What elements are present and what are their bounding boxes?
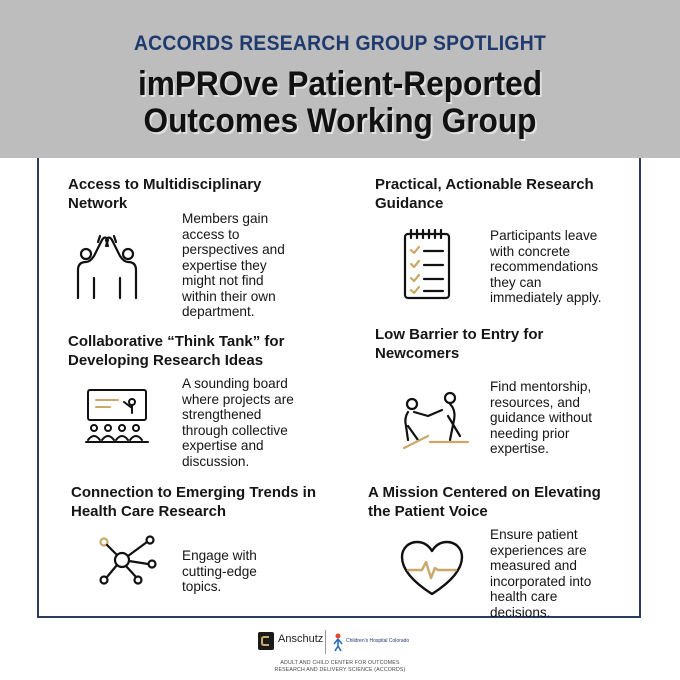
desc-line: strengthened xyxy=(182,407,262,422)
desc-line: measured and xyxy=(490,558,577,573)
desc-line: within their own xyxy=(182,288,276,304)
desc-line: guidance without xyxy=(490,410,593,425)
title-line-1: imPROve Patient-Reported xyxy=(137,65,543,103)
org-line: ADULT AND CHILD CENTER FOR OUTCOMES xyxy=(280,660,400,666)
card-title-line: Newcomers xyxy=(375,345,460,362)
desc-line: where projects are xyxy=(182,391,294,407)
accords-org-name xyxy=(0,660,680,674)
desc-line: access to xyxy=(182,226,240,242)
desc-line: Ensure patient xyxy=(490,527,578,542)
anschutz-logo-text: Anschutz xyxy=(278,633,324,645)
desc-line: experiences are xyxy=(490,542,587,558)
card-desc-low-barrier xyxy=(490,379,592,457)
desc-line: with concrete xyxy=(490,243,571,259)
card-title-line: Health Care Research xyxy=(71,503,227,520)
desc-line: department. xyxy=(182,304,255,319)
card-title-line: A Mission Centered on Elevating xyxy=(368,484,601,501)
desc-line: they can xyxy=(490,274,542,290)
card-desc-multidisciplinary xyxy=(182,211,285,320)
desc-line: perspectives and xyxy=(182,242,285,257)
card-desc-patient-voice xyxy=(490,527,591,620)
card-title-line: Guidance xyxy=(375,195,444,212)
desc-line: needing prior xyxy=(490,425,570,441)
presentation-audience-icon xyxy=(84,388,150,444)
card-desc-practical-guidance xyxy=(490,228,602,306)
card-title-line: Low Barrier to Entry for xyxy=(375,326,544,343)
desc-line: through collective xyxy=(182,422,288,438)
desc-line: expertise. xyxy=(490,441,549,456)
childrens-hospital-logo-icon xyxy=(332,632,344,652)
high-five-icon xyxy=(74,232,140,300)
card-title-patient-voice xyxy=(368,483,638,521)
footer-logos xyxy=(0,628,680,658)
header-banner xyxy=(0,0,680,158)
card-title-emerging-trends xyxy=(71,483,341,521)
desc-line: recommendations xyxy=(490,259,599,274)
desc-line: Members gain xyxy=(182,211,269,226)
desc-line: Find mentorship, xyxy=(490,379,592,394)
card-desc-emerging-trends xyxy=(182,548,257,595)
card-title-line: Developing Research Ideas xyxy=(68,352,264,369)
card-title-think-tank xyxy=(68,332,338,370)
card-desc-think-tank xyxy=(182,376,294,469)
desc-line: immediately apply. xyxy=(490,290,602,305)
card-title-line: Connection to Emerging Trends in xyxy=(71,484,317,501)
card-title-practical-guidance xyxy=(375,175,645,213)
desc-line: cutting-edge xyxy=(182,563,257,579)
helping-hand-icon xyxy=(400,390,470,452)
cu-logo-icon xyxy=(258,632,274,650)
desc-line: topics. xyxy=(182,579,222,594)
page-title xyxy=(24,66,656,140)
desc-line: might not find xyxy=(182,273,264,288)
title-line-2: Outcomes Working Group xyxy=(143,102,537,140)
desc-line: Participants leave xyxy=(490,228,598,243)
desc-line: Engage with xyxy=(182,548,257,563)
desc-line: decisions. xyxy=(490,604,551,620)
desc-line: expertise and xyxy=(182,438,264,453)
desc-line: expertise they xyxy=(182,257,267,273)
desc-line: resources, and xyxy=(490,394,580,410)
heart-pulse-icon xyxy=(400,540,464,598)
card-title-line: Practical, Actionable Research xyxy=(375,176,594,193)
card-title-low-barrier xyxy=(375,325,645,363)
card-title-line: Access to Multidisciplinary xyxy=(68,176,262,193)
card-title-multidisciplinary xyxy=(68,175,338,213)
org-line: RESEARCH AND DELIVERY SCIENCE (ACCORDS) xyxy=(274,667,406,673)
network-nodes-icon xyxy=(96,534,158,586)
desc-line: incorporated into xyxy=(490,573,592,589)
card-title-line: Network xyxy=(68,195,128,212)
desc-line: health care xyxy=(490,589,558,604)
checklist-icon xyxy=(402,228,452,300)
desc-line: discussion. xyxy=(182,453,250,469)
card-title-line: Collaborative “Think Tank” for xyxy=(68,333,285,350)
spotlight-kicker: ACCORDS RESEARCH GROUP SPOTLIGHT xyxy=(133,32,547,55)
card-title-line: the Patient Voice xyxy=(368,503,488,520)
childrens-hospital-logo-text: Children's Hospital Colorado xyxy=(346,638,410,644)
desc-line: A sounding board xyxy=(182,376,288,391)
logo-divider xyxy=(325,630,326,654)
